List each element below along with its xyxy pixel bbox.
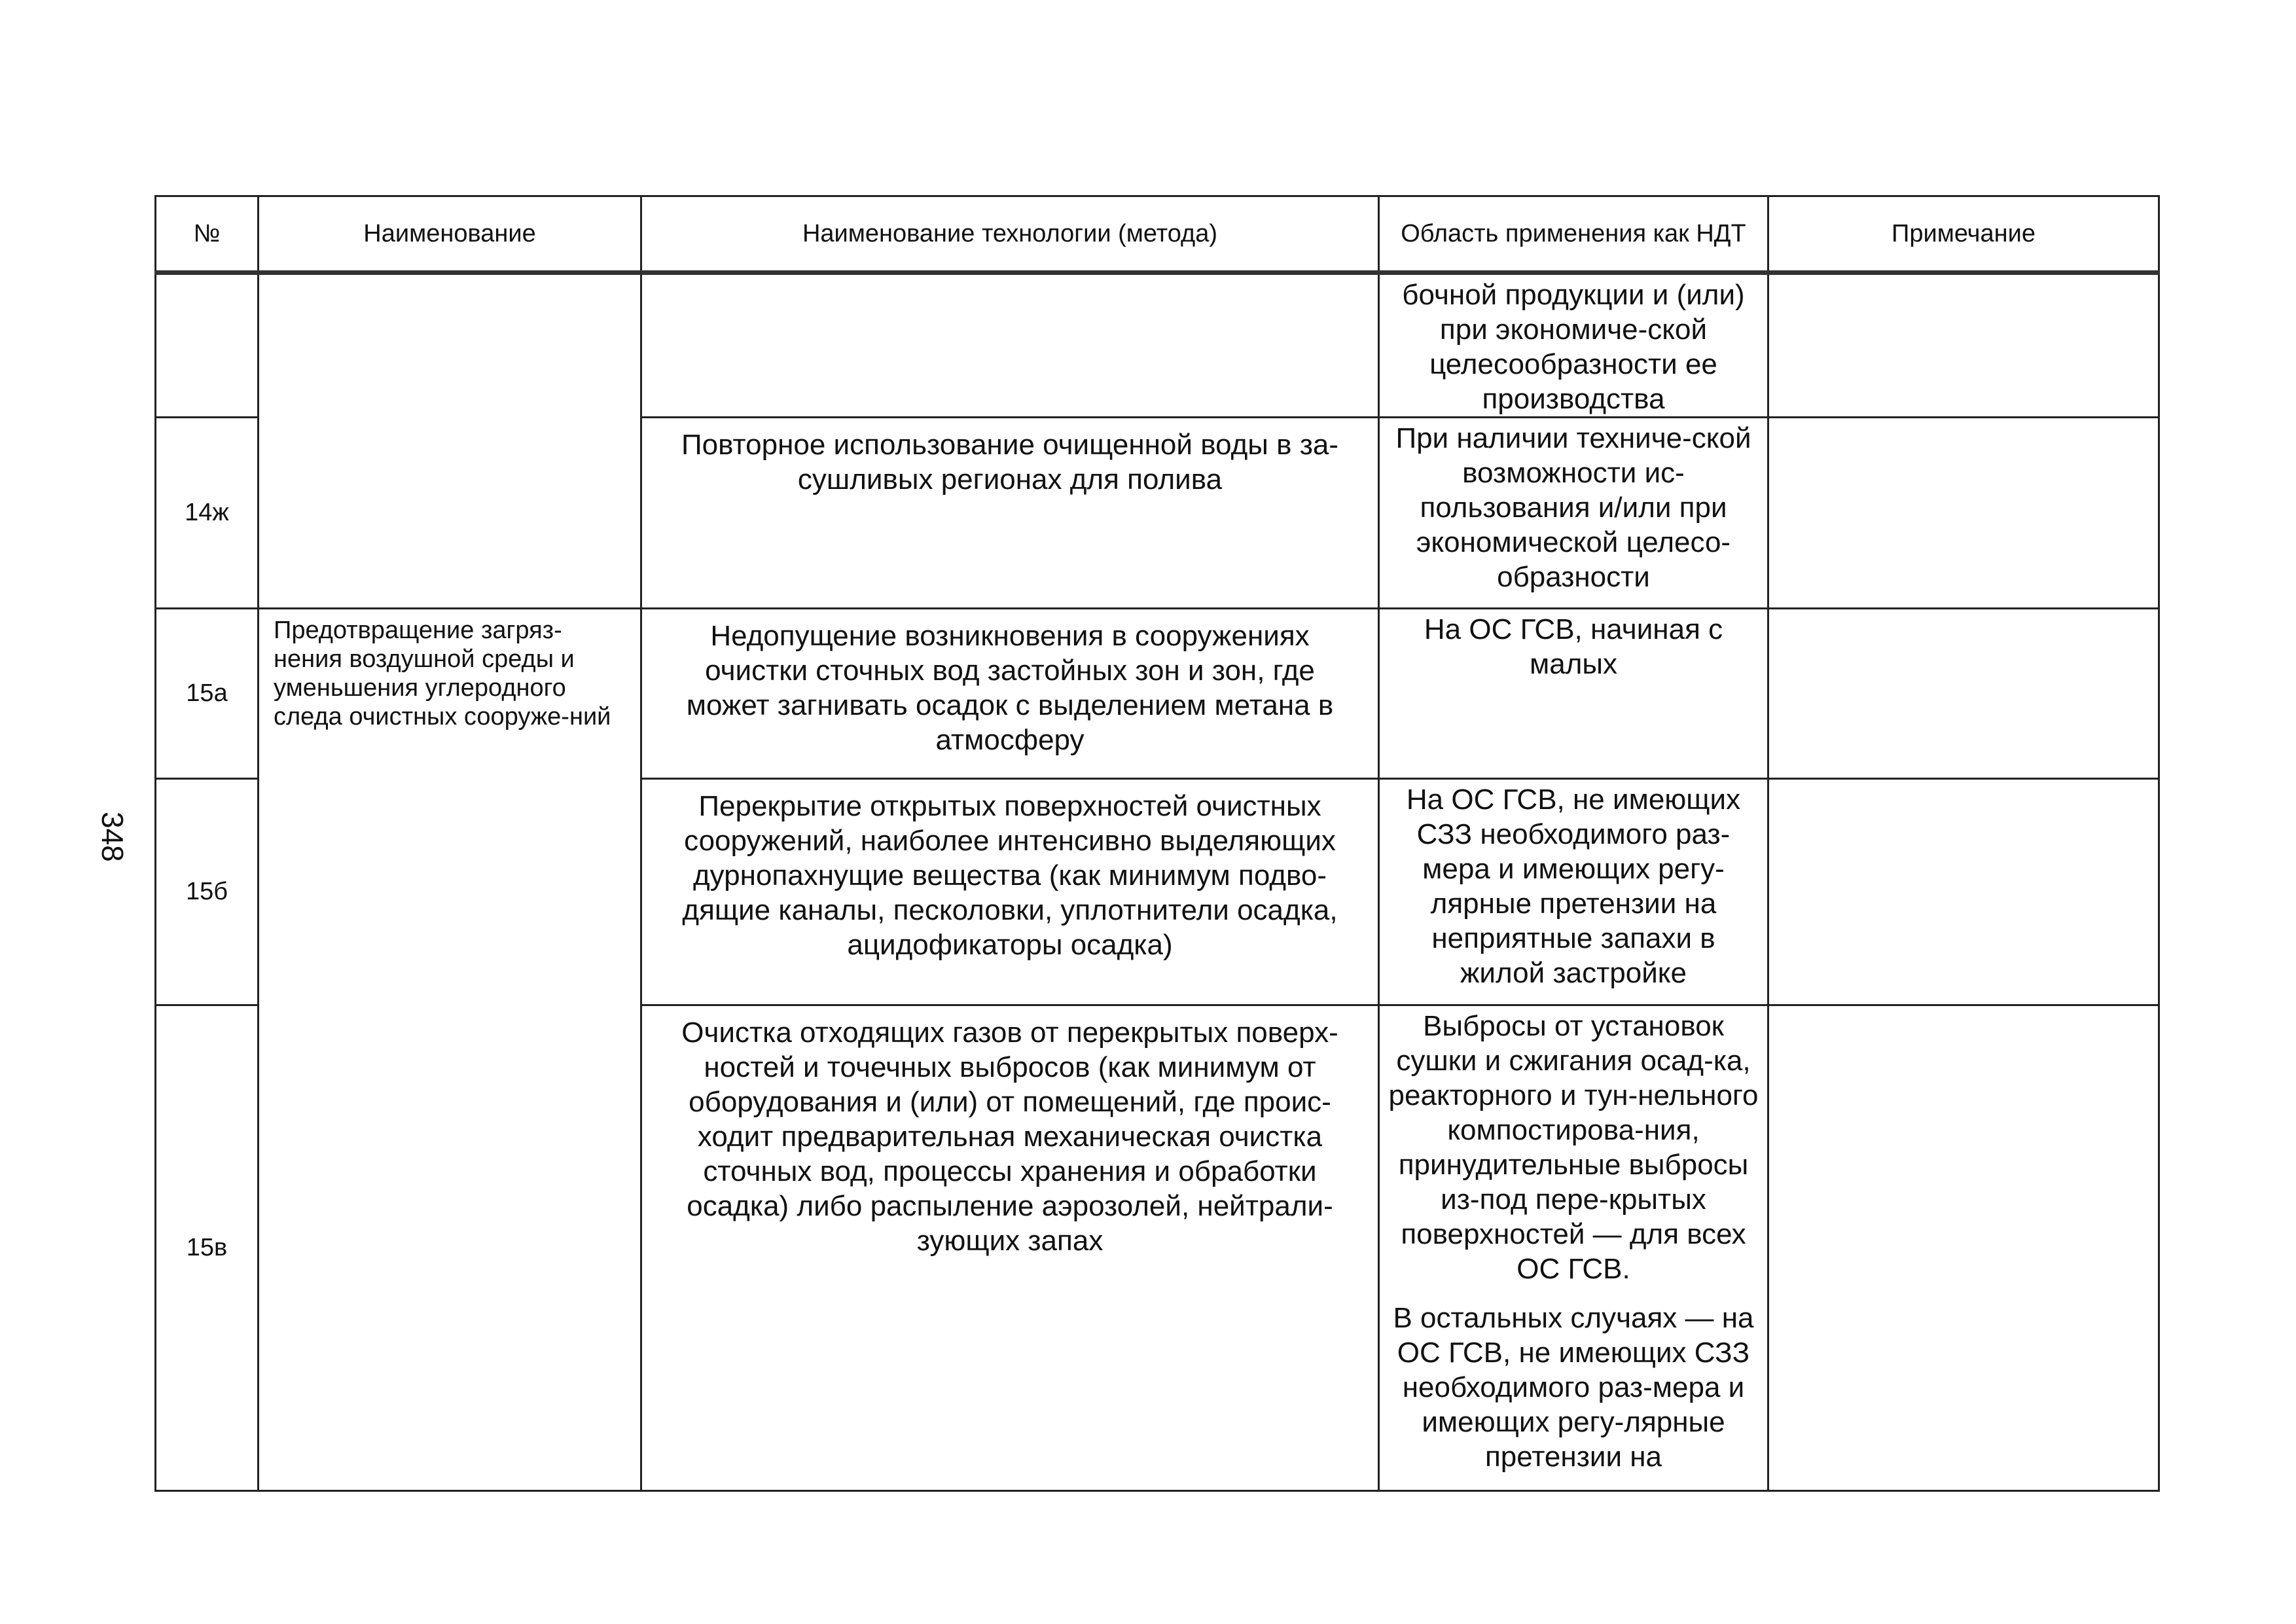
group-name-15: Предотвращение загряз-нения воздушной среды и уменьшения углеродного следа очистных сооруже-ний [259,609,641,1491]
row-number: 15в [156,1005,259,1491]
row-number [156,273,259,418]
technology-cell: Перекрытие открытых поверхностей очистных сооружений, наиболее интенсивно выделяющих дурнопахнущие вещества (как минимум подво-дящие каналы, песколовки, уплотнители осадка, ацидофикаторы осадка) [641,779,1379,1005]
note-cell [1768,609,2159,779]
table-row [156,273,2159,418]
note-cell [1768,418,2159,609]
header-no: № [156,196,259,273]
technology-cell: Очистка отходящих газов от перекрытых поверх-ностей и точечных выбросов (как минимум от оборудования и (или) от помещений, где проис-ходит предварительная механическая очистка сточных вод, процессы хранения и обработки осадка) либо распыление аэрозолей, нейтрали-зующих запах [641,1005,1379,1491]
technology-cell: Недопущение возникновения в сооружениях очистки сточных вод застойных зон и зон, где может загнивать осадок с выделением метана в атмосферу [641,609,1379,779]
row-number: 14ж [156,418,259,609]
table-header-row [156,196,2159,273]
header-name: Наименование [259,196,641,273]
note-cell [1768,1005,2159,1491]
scope-cell: На ОС ГСВ, не имеющих СЗЗ необходимого раз-мера и имеющих регу-лярные претензии на неприятные запахи в жилой застройке [1379,779,1768,1005]
technology-cell: Повторное использование очищенной воды в за-сушливых регионах для полива [641,418,1379,609]
ndt-table [154,195,2160,1492]
table-row [156,609,2159,779]
technology-cell [641,273,1379,418]
row-number: 15а [156,609,259,779]
note-cell [1768,779,2159,1005]
scope-cell: Выбросы от установок сушки и сжигания осад-ка, реакторного и тун-нельного компостирова-ния, принудительные выбросы из-под пере-крытых поверхностей — для всех ОС ГСВ. В остальных случаях — на ОС ГСВ, не имеющих СЗЗ необходимого раз-мера и имеющих регу-лярные претензии на [1379,1005,1768,1491]
scope-cell: На ОС ГСВ, начиная с малых [1379,609,1768,779]
header-technology: Наименование технологии (метода) [641,196,1379,273]
group-name-cell [259,273,641,609]
page-number: 348 [96,812,130,862]
note-cell [1768,273,2159,418]
header-note: Примечание [1768,196,2159,273]
scope-cell: При наличии техниче-ской возможности ис-пользования и/или при экономической целесо-образности [1379,418,1768,609]
header-scope: Область применения как НДТ [1379,196,1768,273]
row-number: 15б [156,779,259,1005]
scope-cell: бочной продукции и (или) при экономиче-ской целесообразности ее производства [1379,273,1768,418]
